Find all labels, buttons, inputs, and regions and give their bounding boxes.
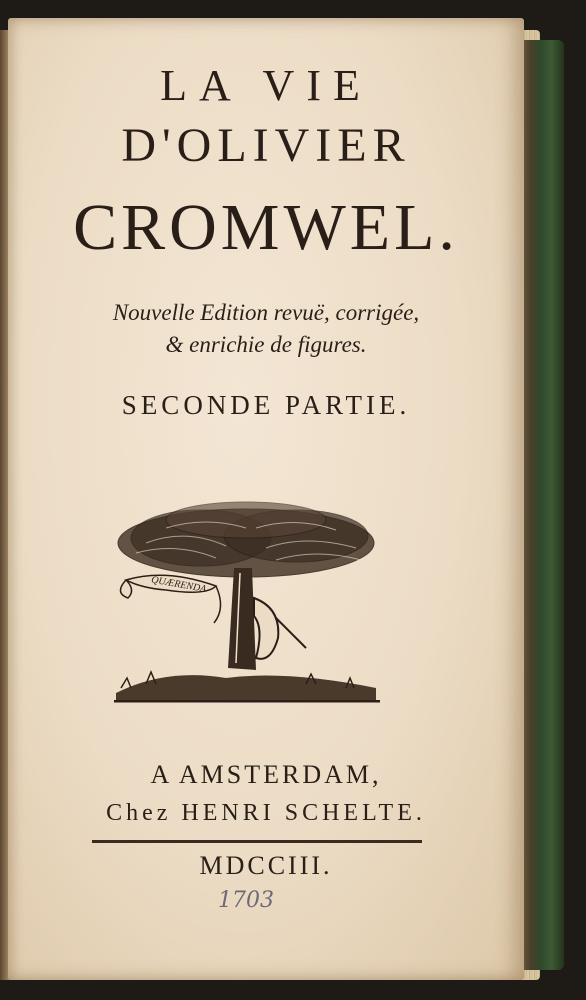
title-line-3: CROMWEL. [73,191,459,264]
book-cover-spine [522,40,564,970]
tree-woodcut-vignette [106,498,386,718]
title-line-1: LA VIE [160,61,372,110]
title-page [8,18,524,980]
title-line-2: D'OLIVIER [121,119,411,172]
subtitle-line-1: Nouvelle Edition revuë, corrigée, [112,300,420,325]
imprint-publisher: Chez HENRI SCHELTE. [106,800,426,826]
subtitle-line-2: & enrichie de figures. [165,332,367,357]
imprint-rule [92,840,422,843]
imprint-year: MDCCIII. [199,851,333,880]
handwritten-year: 1703 [218,888,274,913]
part-heading: SECONDE PARTIE. [121,390,411,420]
ribbon-motto: QUÆRENDA [150,574,207,595]
imprint-place: A AMSTERDAM, [150,760,382,789]
